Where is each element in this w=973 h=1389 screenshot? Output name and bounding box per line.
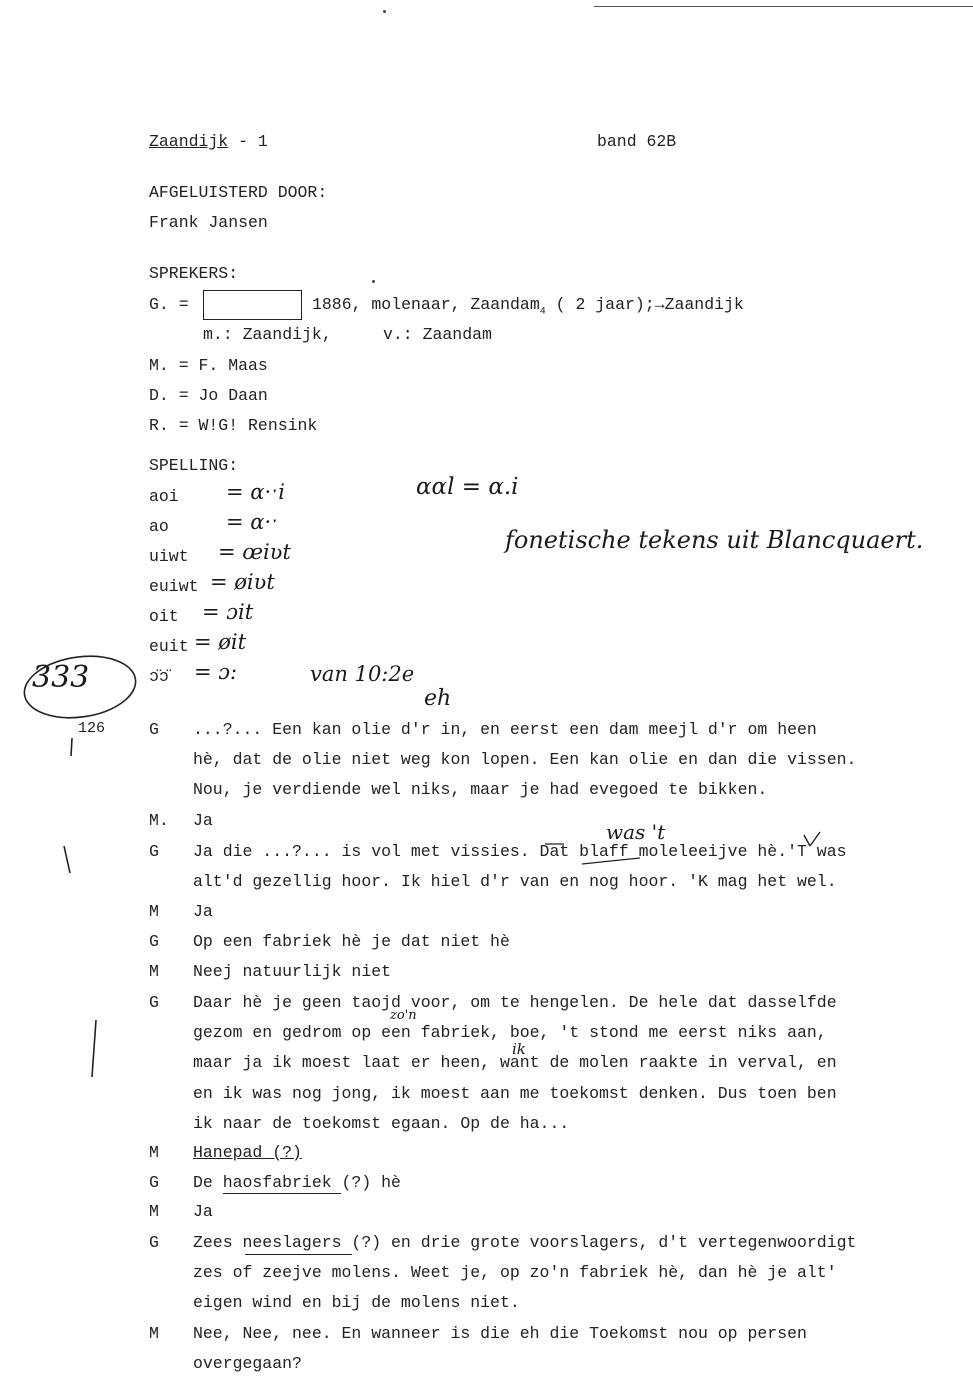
speaker-tag: G	[149, 993, 159, 1012]
margin-line-number: 126	[78, 720, 106, 737]
speaker-r: R. = W!G! Rensink	[149, 416, 318, 435]
spelling-value: = ɔit	[202, 600, 254, 624]
utterance-line: Daar hè je geen taojd voor, om te hengelen. De hele dat dasselfde	[193, 993, 837, 1012]
utterance-line: Zees neeslagers (?) en drie grote voorslagers, d't vertegenwoordigt	[193, 1233, 857, 1252]
speaker-m: M. = F. Maas	[149, 356, 268, 375]
utterance	[193, 1138, 302, 1168]
speaker-g-father: v.: Zaandam	[383, 325, 492, 344]
margin-tick	[92, 1020, 96, 1077]
utterance-line: eigen wind en bij de molens niet.	[193, 1293, 520, 1313]
speaker-tag: M	[149, 1324, 159, 1343]
spelling-key: ao	[149, 517, 169, 536]
utterance-line: Nou, je verdiende wel niks, maar je had evegoed te bikken.	[193, 780, 768, 800]
utterance	[193, 806, 213, 836]
speaker-g-prefix: G. =	[149, 295, 189, 314]
utterance-line: Nee, Nee, nee. En wanneer is die eh die Toekomst nou op persen	[193, 1324, 807, 1343]
spelling-key: ɔ̈ɔ̈	[149, 667, 169, 686]
speck	[383, 10, 386, 13]
spelling-key: euit	[149, 637, 189, 656]
utterance-line: zes of zeejve molens. Weet je, op zo'n fabriek hè, dan hè je alt'	[193, 1263, 837, 1283]
utterance	[193, 957, 391, 987]
speaker-g-details: 1886, molenaar, Zaandam$_4$ ( 2 jaar);→Zaandijk	[312, 295, 744, 318]
margin-tick	[64, 846, 70, 873]
utterance	[193, 837, 847, 897]
underline-neeslagers	[245, 1254, 352, 1255]
header-place: Zaandijk - 1	[149, 132, 268, 151]
handwritten-insertion: ik	[512, 1040, 526, 1058]
handwritten-note-van: van 10:2e	[310, 662, 415, 686]
utterance	[193, 988, 837, 1139]
utterance-line: Op een fabriek hè je dat niet hè	[193, 932, 510, 951]
utterance-line: Ja	[193, 902, 213, 921]
spelling-value: = ɑ·ˑi	[226, 480, 285, 504]
handwritten-note-fonetic: fonetische tekens uit Blancquaert.	[505, 526, 924, 554]
utterance	[193, 1197, 213, 1227]
speaker-tag: G	[149, 932, 159, 951]
spelling-value: = œiʋt	[218, 540, 291, 564]
spelling-value: = ɔ:	[194, 660, 238, 684]
speaker-tag: M	[149, 962, 159, 981]
utterance-line: ...?... Een kan olie d'r in, en eerst een dam meejl d'r om heen	[193, 720, 817, 739]
speaker-tag: G	[149, 1233, 159, 1252]
listened-by-label: AFGELUISTERD DOOR:	[149, 183, 328, 202]
circle-mark	[20, 649, 139, 724]
utterance-line: Neej natuurlijk niet	[193, 962, 392, 981]
utterance-line: Hanepad (?)	[193, 1143, 302, 1162]
utterance	[193, 927, 510, 957]
spelling-key: euiwt	[149, 577, 199, 596]
spelling-key: oit	[149, 607, 179, 626]
utterance-line: hè, dat de olie niet weg kon lopen. Een kan olie en dan die vissen.	[193, 750, 857, 770]
margin-tick	[71, 738, 72, 756]
utterance	[193, 897, 213, 927]
circled-number: 333	[32, 660, 90, 695]
speaker-tag: G	[149, 1173, 159, 1192]
spelling-key: aoi	[149, 487, 179, 506]
spelling-value: = øiʋt	[210, 570, 275, 594]
utterance-line: alt'd gezellig hoor. Ik hiel d'r van en nog hoor. 'K mag het wel.	[193, 872, 837, 892]
speaker-tag: G	[149, 720, 159, 739]
utterance-line: maar ja ik moest laat er heen, want de molen raakte in verval, en	[193, 1053, 837, 1073]
utterance-line: ik naar de toekomst egaan. Op de ha...	[193, 1113, 570, 1133]
speaker-tag: M	[149, 1143, 159, 1162]
speaker-g-mother: m.: Zaandijk,	[203, 325, 332, 344]
underline-haosfabriek	[223, 1193, 341, 1194]
tape-label: band 62B	[597, 132, 677, 151]
speaker-tag: G	[149, 842, 159, 861]
utterance	[193, 715, 856, 806]
spelling-label: SPELLING:	[149, 456, 239, 475]
utterance-line: Ja	[193, 1202, 213, 1221]
spelling-key: uiwt	[149, 547, 189, 566]
speakers-label: SPREKERS:	[149, 264, 239, 283]
utterance	[193, 1228, 856, 1319]
speck	[372, 280, 375, 283]
speaker-d: D. = Jo Daan	[149, 386, 268, 405]
speaker-tag: M	[149, 902, 159, 921]
utterance-line: overgegaan?	[193, 1354, 302, 1374]
utterance-line: en ik was nog jong, ik moest aan me toekomst denken. Dus toen ben	[193, 1083, 837, 1103]
handwritten-insertion: eh	[424, 686, 452, 711]
listened-by-name: Frank Jansen	[149, 213, 268, 232]
utterance-line: gezom en gedrom op een fabriek, boe, 't stond me eerst niks aan,	[193, 1023, 827, 1043]
handwritten-note-aal: ɑɑl = ɑ.i	[416, 474, 519, 500]
utterance-line: De haosfabriek (?) hè	[193, 1173, 401, 1192]
utterance-line: Ja die ...?... is vol met vissies. Dat blaff moleleeijve hè.'T was	[193, 842, 847, 861]
speaker-tag: M.	[149, 811, 169, 830]
utterance	[193, 1319, 807, 1379]
speaker-tag: M	[149, 1202, 159, 1221]
spelling-value: = ɑ·ˑ	[226, 510, 279, 534]
utterance-line: Ja	[193, 811, 213, 830]
handwritten-insertion: was 't	[606, 820, 666, 844]
handwritten-insertion: zo'n	[390, 1008, 417, 1023]
spelling-value: = øit	[194, 630, 247, 654]
